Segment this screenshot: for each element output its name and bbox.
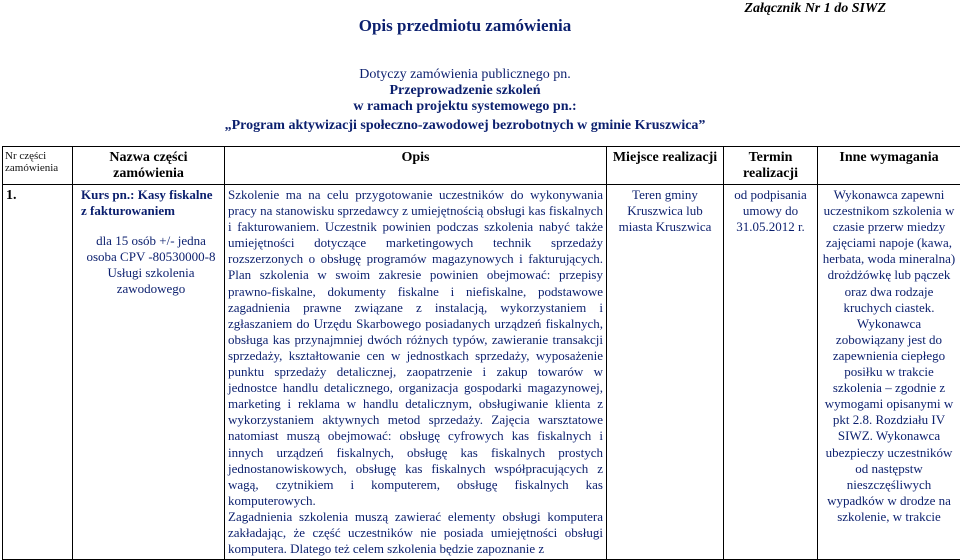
term-value: od podpisania umowy do 31.05.2012 r. [734,187,807,234]
cell-term [724,185,818,560]
header-description: Opis [225,147,607,185]
course-title: Kurs pn.: Kasy fiskalne z fakturowaniem [81,187,221,219]
cell-other-requirements [818,185,960,560]
description-paragraph-1: Szkolenie ma na celu przygotowanie uczestników do wykonywania pracy na stanowisku sprzedawcy z umiejętnością obsługi kas fiskalnych i fakturowaniem. Uczestnik powinien podczas szkolenia nabyć także umiejętności dotyczące marketingowych technik sprzedaży rozszerzonych o obsługę programów magazynowych i fakturujących. Plan szkolenia w swoim zakresie powinien obejmować: przepisy prawno-fiskalne, dokumenty fiskalne i niefiskalne, podstawowe zagadnienia prawne związane z instalacją, wykorzystaniem i zgłaszaniem do Urzędu Skarbowego posiadanych urządzeń fiskalnych, obsługa kas przynajmniej dwóch różnych typów, zawieranie transakcji sprzedaży, kształtowanie cen w jednostkach sprzedaży, wyposażenie punktu sprzedaży detalicznej, zaopatrzenie i zakup towarów w jednostce handlu detalicznego, organizacja gospodarki magazynowej, marketing i reklama w handlu detalicznym, obsługiwanie klienta z wykorzystaniem aktywnych metod sprzedaży. Zajęcia warsztatowe natomiast muszą obejmować: obsługę cyfrowych kas fiskalnych i innych urządzeń fiskalnych, obsługę kas fiskalnych prostych jednostanowiskowych, obsługę kas fiskalnych współpracujących z wagą, czytnikiem i komputerem, obsługę fiskalnych kas komputerowych. [228,187,603,509]
annex-label: Załącznik Nr 1 do SIWZ [744,1,886,17]
table-row [3,185,960,560]
page-title: Opis przedmiotu zamówienia [0,16,930,36]
cell-part-name [73,185,225,560]
order-table [2,146,960,560]
header-part-number: Nr części zamówienia [3,147,73,185]
header-line-1: Dotyczy zamówienia publicznego pn. [0,67,930,83]
header-line-4: „Program aktywizacji społeczno-zawodowej bezrobotnych w gminie Kruszwica” [0,118,930,134]
header-part-name: Nazwa części zamówienia [73,147,225,185]
course-details: dla 15 osób +/- jedna osoba CPV -80530000-8 Usługi szkolenia zawodowego [81,233,221,297]
other-requirements-value: Wykonawca zapewni uczestnikom szkolenia w czasie przerw miedzy zajęciami napoje (kawa, herbata, woda mineralna) drożdżówkę lub pączek oraz dwa rodzaje kruchych ciastek. Wykonawca zobowiązany jest do zapewnienia ciepłego posiłku w trakcie szkolenia – zgodnie z wymogami opisanymi w pkt 2.8. Rozdziału IV SIWZ. Wykonawca ubezpieczy uczestników od następstw nieszczęśliwych wypadków w drodze na szkolenie, w trakcie [823,187,955,524]
part-number: 1. [6,188,17,203]
header-term: Termin realizacji [724,147,818,185]
header-line-2: Przeprowadzenie szkoleń [0,83,930,99]
cell-part-number [3,185,73,560]
table-header-row [3,147,960,185]
header-place: Miejsce realizacji [607,147,724,185]
cell-place [607,185,724,560]
header-other-requirements: Inne wymagania [818,147,960,185]
header-line-3: w ramach projektu systemowego pn.: [0,99,930,115]
cell-description [225,185,607,560]
place-value: Teren gminy Kruszwica lub miasta Kruszwica [619,187,712,234]
description-paragraph-2: Zagadnienia szkolenia muszą zawierać elementy obsługi komputera zakładając, że część uczestników nie posiada umiejętności obsługi komputera. Dlatego też celem szkolenia będzie zapoznanie z [228,509,603,557]
